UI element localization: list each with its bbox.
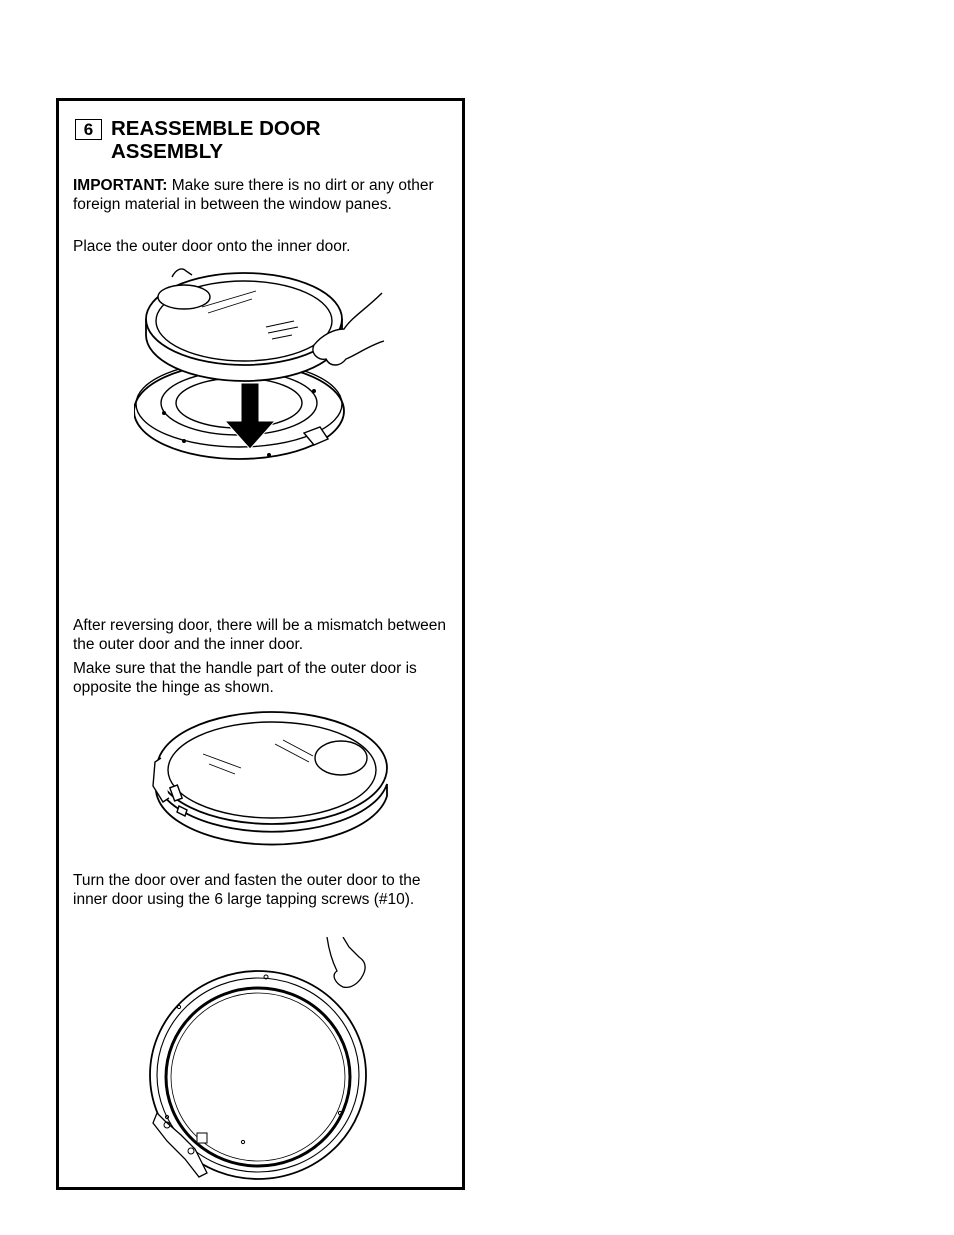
fasten-instruction: Turn the door over and fasten the outer door to the inner door using the 6 large tapping screws (#10). (73, 872, 421, 908)
figure-place-outer-door (134, 263, 394, 473)
step-title: REASSEMBLE DOOR ASSEMBLY (111, 117, 321, 163)
place-instruction: Place the outer door onto the inner door. (73, 238, 351, 255)
important-label: IMPORTANT: (73, 177, 168, 194)
important-text: Make sure there is no dirt or any other foreign material in between the window panes. (73, 177, 434, 213)
step-number: 6 (75, 119, 102, 140)
important-note (73, 177, 458, 214)
step-6-panel (56, 98, 465, 1190)
handle-instruction: Make sure that the handle part of the outer door is opposite the hinge as shown. (73, 660, 417, 696)
figure-handle-orientation (139, 706, 394, 851)
step-header (75, 117, 351, 163)
figure-fasten-screws (137, 937, 377, 1182)
mismatch-note: After reversing door, there will be a mismatch between the outer door and the inner door. (73, 617, 447, 653)
